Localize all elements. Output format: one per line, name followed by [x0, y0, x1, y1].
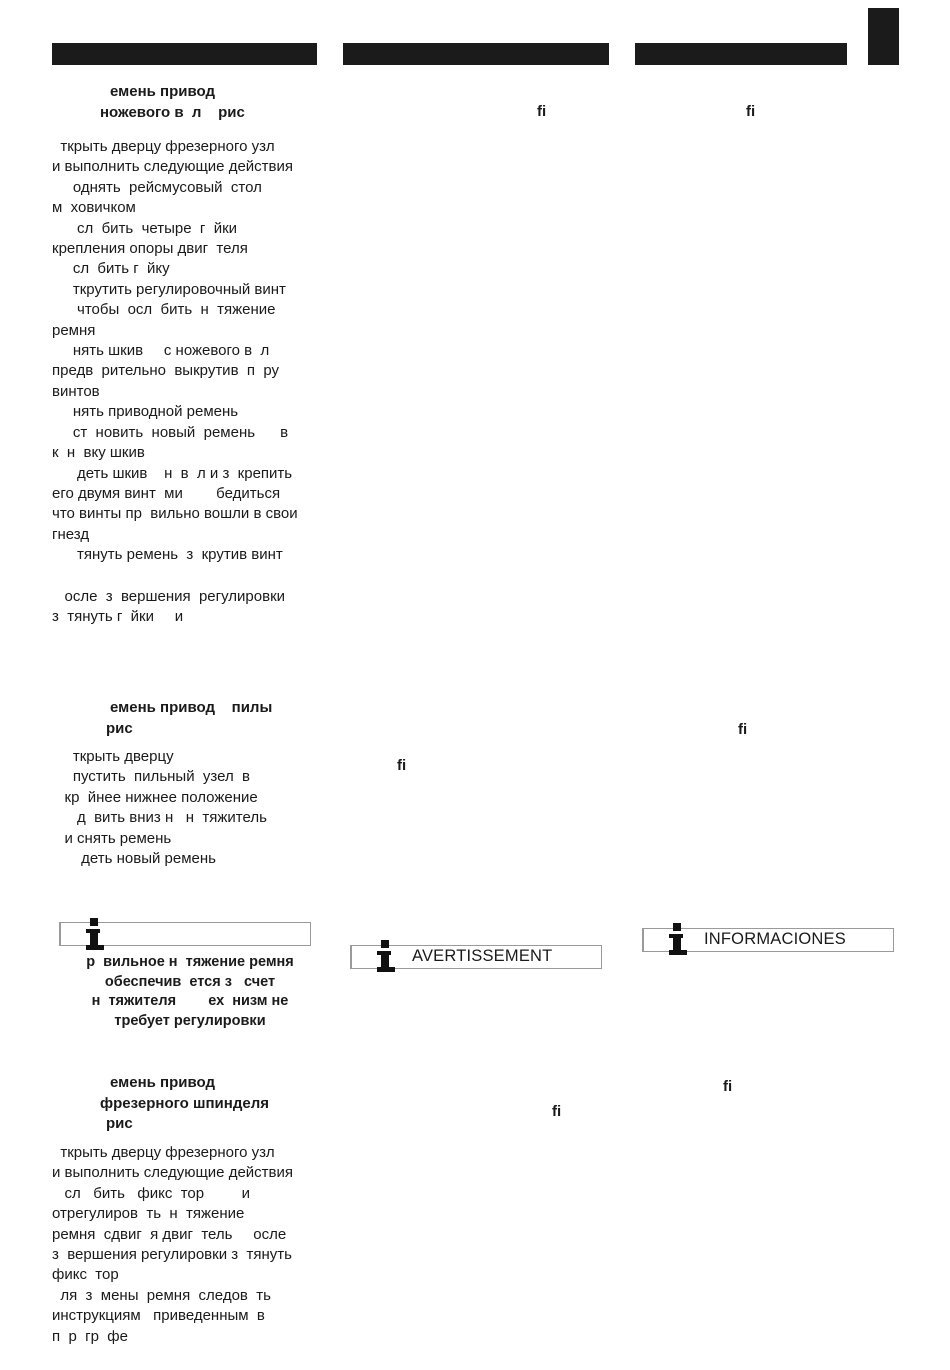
text-line: однять рейсмусовый стол [52, 178, 262, 196]
instructions-knife-shaft [52, 137, 317, 566]
page-edge-tab [868, 8, 899, 65]
text-line: ст новить новый ремень в [52, 423, 289, 441]
heading-line: рис [106, 1115, 133, 1132]
heading-line: емень привод [110, 83, 215, 100]
text-line: к н вку шкив [52, 444, 145, 462]
text-line: отрегулиров ть н тяжение [52, 1205, 245, 1223]
text-line: его двумя винт ми бедиться [52, 484, 281, 502]
column-header-bar-ru [52, 43, 317, 65]
text-line: осле з вершения регулировки [52, 588, 286, 605]
text-line: инструкциям приведенным в [52, 1307, 265, 1325]
instructions-after-adjustment [52, 587, 317, 628]
info-icon [375, 939, 397, 973]
instructions-spindle-belt [52, 1143, 317, 1347]
belt-tension-note [52, 953, 328, 1031]
column-header-bar-es [635, 43, 847, 65]
ligature-mark: fi [397, 757, 407, 774]
text-line: ткрутить регулировочный винт [52, 280, 286, 298]
text-line: ткрыть дверцу фрезерного узл [52, 1144, 275, 1161]
text-line: гнезд [52, 525, 90, 543]
note-line: требует регулировки [114, 1012, 266, 1029]
note-line: р вильное н тяжение ремня [86, 954, 294, 970]
text-line: м ховичком [52, 199, 136, 217]
column-header-bar-fr [343, 43, 609, 65]
text-line: деть шкив н в л и з крепить [52, 464, 293, 482]
text-line: чтобы осл бить н тяжение [52, 301, 276, 319]
text-line: и выполнить следующие действия [52, 1164, 294, 1182]
text-line: ткрыть дверцу [52, 748, 174, 765]
text-line: ля з мены ремня следов ть [52, 1286, 271, 1304]
ligature-mark: fi [738, 721, 748, 738]
text-line: п р гр фе [52, 1327, 128, 1345]
ligature-mark: fi [723, 1078, 733, 1095]
heading-line: емень привод пилы [110, 699, 273, 716]
note-line: н тяжителя ех низм не [91, 993, 289, 1009]
heading-line: ножевого в л рис [100, 103, 245, 121]
text-line: кр йнее нижнее положение [52, 788, 258, 806]
note-line: обеспечив ется з счет [104, 973, 276, 990]
heading-line: рис [106, 719, 133, 737]
text-line: деть новый ремень [52, 850, 216, 868]
heading-line: емень привод [110, 1074, 215, 1091]
instructions-saw-belt [52, 747, 317, 869]
text-line: ремня сдвиг я двиг тель осле [52, 1225, 287, 1243]
info-icon [84, 917, 106, 951]
text-line: з тянуть г йки и [52, 608, 184, 626]
text-line: нять приводной ремень [52, 403, 239, 421]
section-heading-knife-shaft-belt [100, 82, 245, 123]
informaciones-label: INFORMACIONES [704, 930, 846, 948]
ligature-mark: fi [537, 103, 547, 120]
text-line: ткрыть дверцу фрезерного узл [52, 138, 275, 155]
avertissement-label: AVERTISSEMENT [412, 947, 553, 965]
text-line: ремня [52, 321, 96, 339]
text-line: пустить пильный узел в [52, 768, 251, 786]
text-line: винтов [52, 382, 100, 400]
text-line: предв рительно выкрутив п ру [52, 362, 279, 380]
text-line: крепления опоры двиг теля [52, 240, 248, 258]
section-heading-spindle-belt [100, 1073, 269, 1135]
text-line: з вершения регулировки з тянуть [52, 1246, 292, 1264]
text-line: нять шкив с ножевого в л [52, 342, 270, 360]
text-line: сл бить г йку [52, 260, 170, 278]
ligature-mark: fi [746, 103, 756, 120]
heading-line: фрезерного шпинделя [100, 1094, 269, 1112]
section-heading-saw-belt [106, 698, 273, 739]
text-line: и снять ремень [52, 829, 172, 847]
text-line: и выполнить следующие действия [52, 158, 294, 176]
text-line: сл бить четыре г йки [52, 219, 238, 237]
text-line: д вить вниз н н тяжитель [52, 809, 267, 827]
text-line: что винты пр вильно вошли в свои [52, 505, 298, 523]
text-line: тянуть ремень з крутив винт [52, 546, 283, 564]
ligature-mark: fi [552, 1103, 562, 1120]
info-icon [667, 922, 689, 956]
text-line: фикс тор [52, 1266, 119, 1284]
text-line: сл бить фикс тор и [52, 1184, 250, 1202]
